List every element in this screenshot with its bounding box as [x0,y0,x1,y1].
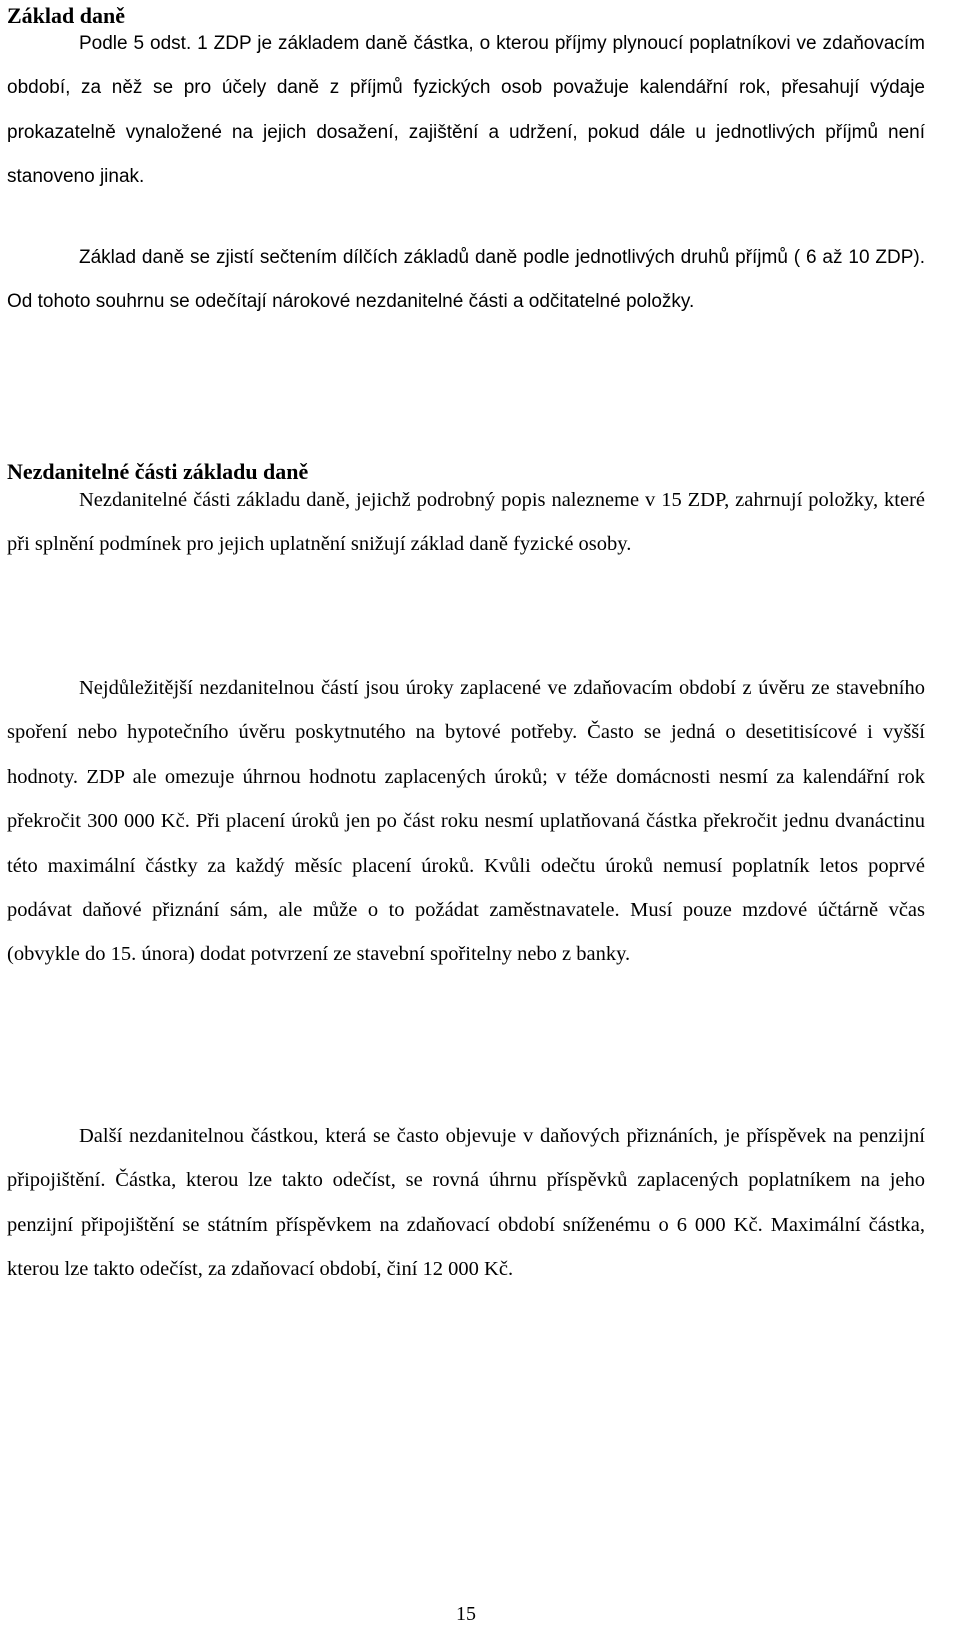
section-heading-zaklad-dane: Základ daně [7,3,125,28]
paragraph-zaklad-dane-calculation: Základ daně se zjistí sečtením dílčích základů daně podle jednotlivých druhů příjmů ( 6 až 10 ZDP). Od tohoto souhrnu se odečítají nárokové nezdanitelné části a odčitatelné položky. [7,247,925,313]
paragraph-uroky-uveru: Nejdůležitější nezdanitelnou částí jsou úroky zaplacené ve zdaňovacím období z úvěru ze stavebního spoření nebo hypotečního úvěru poskytnutého na bytové potřeby. Často se jedná o desetitisícové i vyšší hodnoty. ZDP ale omezuje úhrnou hodnotu zaplacených úroků; v téže domácnosti nesmí za kalendářní rok překročit 300 000 Kč. Při placení úroků jen po část roku nesmí uplatňovaná částka překročit jednu dvanáctinu této maximální částky za každý měsíc placení úroků. Kvůli odečtu úroků nemusí poplatník letos poprvé podávat daňové přiznání sám, ale může o to požádat zaměstnavatele. Musí pouze mzdové účtárně včas (obvykle do 15. února) dodat potvrzení ze stavební spořitelny nebo z banky. [7,677,925,966]
paragraph-penzijni-pripojisteni: Další nezdanitelnou částkou, která se často objevuje v daňových přiznáních, je příspěvek na penzijní připojištění. Částka, kterou lze takto odečíst, se rovná úhrnu příspěvků zaplacených poplatníkem na jeho penzijní připojištění se státním příspěvkem na zdaňovací období sníženému o 6 000 Kč. Maximální částka, kterou lze takto odečíst, za zdaňovací období, činí 12 000 Kč. [7,1125,925,1281]
paragraph-nezdanitelne-casti-intro: Nezdanitelné části základu daně, jejichž podrobný popis nalezneme v 15 ZDP, zahrnují položky, které při splnění podmínek pro jejich uplatnění snižují základ daně fyzické osoby. [7,489,925,556]
paragraph-zaklad-dane-definition: Podle 5 odst. 1 ZDP je základem daně částka, o kterou příjmy plynoucí poplatníkovi ve zdaňovacím období, za něž se pro účely daně z příjmů fyzických osob považuje kalendářní rok, přesahují výdaje prokazatelně vynaložené na jejich dosažení, zajištění a udržení, pokud dále u jednotlivých příjmů není stanoveno jinak. [7,33,925,188]
page-number: 15 [456,1603,476,1625]
section-heading-nezdanitelne-casti: Nezdanitelné části základu daně [7,459,309,484]
